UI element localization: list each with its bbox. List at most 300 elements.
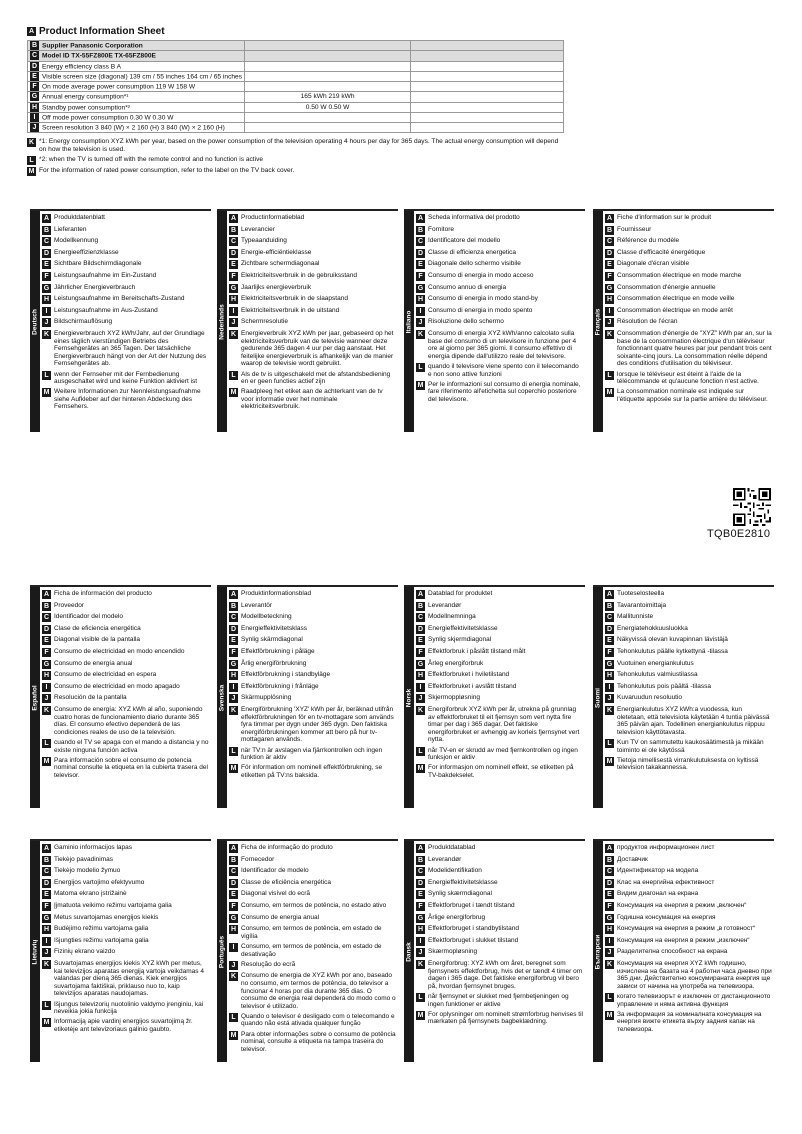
panel-row-text: Modellbeteckning [241, 613, 292, 621]
spec-value: 0.50 W 0.50 W [245, 102, 411, 112]
panel-row [229, 613, 396, 622]
panel-row [42, 902, 209, 911]
row-letter-badge: B [606, 226, 613, 234]
panel-row-text: Consumo, em termos de potência, em estado de vigília [241, 925, 382, 940]
row-letter-badge: E [42, 636, 51, 645]
row-letter-badge: A [606, 215, 613, 222]
panel-row [42, 960, 209, 998]
panel-row [42, 937, 209, 946]
panel-row-text: Weitere Informationen zur Nennleistungsaufnahme siehe Aufkleber auf der hinteren Abdeckung des Fernsehers. [54, 388, 201, 411]
spec-value [245, 51, 411, 61]
panel-row-text: Effektforbruk i påslått tilstand målt [428, 647, 526, 655]
panel-row-text: når TV-en er skrudd av med fjernkontrollen og ingen funksjon er aktiv [428, 746, 578, 762]
title-letter-badge: A [28, 28, 35, 35]
panel-row [416, 648, 583, 657]
panel-row [605, 318, 772, 327]
panel-row [605, 706, 772, 736]
spec-row [28, 51, 564, 61]
footnote [27, 156, 567, 165]
panel-row-text: Metus suvartojamas energijos kiekis [54, 913, 159, 921]
panel-row [605, 249, 772, 258]
panel-row [605, 226, 772, 235]
panel-row [416, 925, 583, 934]
row-letter-badge: E [605, 260, 614, 269]
row-letter-badge: J [42, 948, 51, 957]
panel-row [416, 249, 583, 258]
panel-row-text: Elektriciteitsverbruik in de gebruiksstand [241, 271, 357, 279]
spec-row [28, 61, 564, 71]
row-letter-badge: M [606, 757, 613, 765]
panel-row-text: Fornitore [428, 225, 455, 233]
panel-row [416, 284, 583, 293]
panel-row-text: Consumo de electricidad en espera [54, 671, 157, 679]
panel-rows [42, 590, 209, 782]
row-letter-badge: D [417, 879, 424, 887]
panel-row-text: Tietoja nimellisestä virrankulutuksesta on kyltissä television takakannessa. [617, 756, 759, 772]
row-letter-badge: G [606, 660, 613, 668]
panel-row-text: Synlig skjermdiagonal [428, 636, 492, 644]
row-letter-badge: A [606, 591, 613, 598]
row-letter-badge: E [229, 636, 238, 645]
footnote-letter-badge: L [27, 156, 36, 165]
spec-value-secondary [411, 102, 564, 112]
panel-rows [416, 214, 583, 406]
panel-row-text: продуктов информационен лист [617, 844, 715, 851]
panel-row-text: Consommation d'énergie de "XYZ" kWh par an, sur la base de la consommation électrique d'un téléviseur fonctionnant quatre heures par jour pendant trois cent soixante-cinq jours. La consommation réelle dépend des conditions d'utilisation du téléviseur. [617, 329, 772, 368]
panel-row-text: Fornecedor [241, 855, 275, 863]
panel-row [42, 272, 209, 281]
panel-row-text: Effektforbruket i avslått tilstand [428, 682, 517, 690]
panel-row-text: Productinformatieblad [241, 214, 305, 221]
row-letter-badge: J [42, 694, 51, 703]
panel-row-text: Mallitunniste [617, 613, 654, 621]
panel-row-text: Raadpleeg het etiket aan de achterkant van de tv voor informatie over het nominale elektriciteitsverbruik. [241, 388, 383, 411]
row-letter-badge: E [42, 260, 51, 269]
panel-row [42, 371, 209, 386]
sheet-title-row [27, 26, 567, 37]
footnote [27, 138, 567, 154]
panel-row [42, 249, 209, 258]
panel-row-text: Консумация на енергия XYZ kWh годишно, изчислена на базата на 4 работни часа дневно при 365 дни. Действително консумираната енергия ще зависи от начина на употреба на телевизора. [617, 959, 772, 990]
panel-row [416, 671, 583, 680]
language-panel [30, 839, 211, 1062]
panel-row [229, 371, 396, 386]
row-letter-badge: F [605, 272, 614, 281]
panel-row [229, 856, 396, 865]
panel-row-text: Leverandør [428, 855, 462, 863]
panel-row-text: Consumo de electricidad en modo encendido [54, 647, 185, 655]
row-letter-badge: B [43, 226, 50, 234]
panel-row [416, 914, 583, 923]
panel-row [229, 295, 396, 304]
language-name: Deutsch [31, 308, 39, 335]
panel-row [229, 844, 396, 853]
row-letter-badge: M [230, 1031, 237, 1039]
panel-row-text: wenn der Fernseher mit der Fernbedienung ausgeschaltet wird und keine Funktion aktiviert ist [54, 370, 198, 386]
row-letter-badge: G [417, 660, 424, 668]
panel-row-text: Energiforbrug: XYZ kWh om året, beregnet som fjernsynets effektforbrug, hvis det er tændt 4 timer om dagen i 365 dage. Det faktiske energiforbrug vil bero på, hvordan fjernsynet bruges. [428, 959, 583, 990]
panel-row [416, 856, 583, 865]
row-letter-badge: D [230, 249, 237, 257]
row-letter-badge: H [43, 296, 50, 304]
row-letter-badge: M [606, 389, 613, 397]
language-panel [593, 839, 774, 1062]
panel-row [42, 388, 209, 411]
language-panel [593, 585, 774, 808]
panel-row-text: Produktdatenblatt [54, 214, 105, 221]
row-letter-badge: G [43, 660, 50, 668]
panel-row-text: Leverantör [241, 601, 273, 609]
row-letter-badge: F [30, 82, 39, 91]
panel-row-text: Per le informazioni sul consumo di energia nominale, fare riferimento all'etichetta sul coperchio posteriore del televisore. [428, 380, 581, 403]
panel-row-text: Lieferanten [54, 225, 87, 233]
panel-row-text: Fiche d'information sur le produit [617, 214, 712, 221]
panel-row [605, 925, 772, 934]
language-name: Español [31, 684, 39, 711]
row-letter-badge: C [230, 238, 237, 246]
panel-row [416, 890, 583, 899]
row-letter-badge: L [229, 1013, 238, 1022]
row-letter-badge: D [31, 62, 38, 70]
panel-row-text: Tavarantoimittaja [617, 601, 667, 609]
panel-row [416, 747, 583, 762]
row-letter-badge: G [417, 284, 424, 292]
panel-row-text: Energiforbruk XYZ kWh per år, utrekna på grunnlag av effektforbruket til eit fjernsyn som vert nytta fire timar per dag i 365 dagar. Det faktiske energiforbruket er avhengig av korleis fjernsynet vert nytta. [428, 705, 580, 744]
language-panel [404, 209, 585, 432]
panel-row [229, 284, 396, 293]
spec-value: 165 kWh 219 kWh [245, 92, 411, 102]
panel-row-text: Leverancier [241, 225, 275, 233]
panel-row [229, 879, 396, 888]
panel-row-text: Diagonale d'écran visible [617, 260, 690, 268]
footnote-text: For the information of rated power consumption, refer to the label on the TV back cover. [39, 167, 295, 175]
row-letter-badge: M [230, 765, 237, 773]
panel-row-text: Tiekėjo pavadinimas [54, 855, 114, 863]
row-letter-badge: K [417, 706, 424, 714]
panel-row [605, 960, 772, 990]
panel-row-text: Identificatore del modello [428, 237, 501, 245]
panel-row-text: Produktdatablad [428, 844, 476, 851]
panel-row [42, 890, 209, 899]
footnote-text: *1: Energy consumption XYZ kWh per year, based on the power consumption of the television operating 4 hours per day for 365 days. The actual energy consumption will depend on how the television is used. [39, 138, 559, 154]
panel-row [42, 694, 209, 703]
panel-row-text: Effektforbruket i hviletilstand [428, 671, 510, 679]
language-panel [404, 839, 585, 1062]
row-letter-badge: A [606, 845, 613, 852]
panel-row [229, 706, 396, 744]
panel-row [42, 739, 209, 754]
panel-row [416, 295, 583, 304]
spec-label: Supplier Panasonic Corporation [42, 42, 143, 50]
language-tab [30, 841, 40, 1062]
panel-row-text: når fjernsynet er slukket med fjernbetjeningen og ingen funktioner er aktive [428, 992, 569, 1008]
row-letter-badge: J [42, 318, 51, 327]
panel-row-text: Modellkennung [54, 237, 99, 245]
row-letter-badge: C [43, 614, 50, 622]
row-letter-badge: L [42, 1001, 51, 1010]
panel-row [229, 890, 396, 899]
spec-table [27, 40, 564, 133]
spec-label: Screen resolution 3 840 (W) × 2 160 (H) 3 840 (W) × 2 160 (H) [42, 124, 225, 132]
spec-value-secondary [411, 123, 564, 133]
row-letter-badge: C [43, 238, 50, 246]
row-letter-badge: D [43, 879, 50, 887]
spec-label-cell [28, 102, 245, 112]
panel-row-text: Modelidentifikation [428, 867, 482, 875]
row-letter-badge: H [230, 926, 237, 934]
footnote-letter-badge: K [28, 139, 35, 147]
panel-row-text: Годишна консумация на енергия [617, 913, 716, 921]
row-letter-badge: L [42, 739, 51, 748]
footnote-letter-badge: M [28, 168, 35, 176]
row-letter-badge: I [605, 937, 614, 946]
row-letter-badge: F [42, 902, 51, 911]
panel-row-text: Įjmatuota veikimo režimu vartojama galia [54, 901, 172, 909]
panel-row-text: Консумация на енергия в режим „изключен“ [617, 936, 750, 944]
panel-row-text: Produktinformationsblad [241, 590, 312, 597]
row-letter-badge: K [606, 330, 613, 338]
panel-row [229, 330, 396, 368]
panel-row-text: lorsque le téléviseur est éteint à l'aide de la télécommande et qu'aucune fonction n'est active. [617, 370, 759, 386]
row-letter-badge: H [606, 926, 613, 934]
panel-row [42, 757, 209, 780]
panel-row [605, 757, 772, 772]
panel-row-text: Skærmopløsning [428, 948, 478, 956]
row-letter-badge: J [229, 694, 238, 703]
panel-row [605, 237, 772, 246]
row-letter-badge: F [229, 272, 238, 281]
row-letter-badge: E [229, 890, 238, 899]
row-letter-badge: B [43, 856, 50, 864]
sheet-title: Product Information Sheet [39, 26, 165, 37]
panel-row [42, 925, 209, 934]
panel-row-text: Årleg energiforbruk [428, 659, 484, 667]
panel-row [416, 214, 583, 223]
spec-value-secondary [411, 71, 564, 81]
panel-row [605, 671, 772, 680]
row-letter-badge: I [42, 683, 51, 692]
row-letter-badge: J [30, 123, 39, 132]
panel-row-text: Informaciją apie vardinį energijos suvartojimą žr. etiketėje ant televizoriaus galinio gaubto. [54, 1018, 193, 1033]
spec-row [28, 41, 564, 51]
row-letter-badge: E [416, 890, 425, 899]
panel-row [42, 636, 209, 645]
panel-row-text: Leverandør [428, 601, 462, 609]
panel-row [42, 867, 209, 876]
panel-row [42, 683, 209, 692]
panel-row-text: Разделителна способност на екрана [617, 948, 728, 956]
row-letter-badge: I [416, 683, 425, 692]
panel-row [605, 890, 772, 899]
footnote [27, 167, 567, 176]
panel-row-text: Consumo de electricidad en modo apagado [54, 682, 180, 690]
row-letter-badge: J [605, 318, 614, 327]
panel-row [605, 388, 772, 403]
panel-row-text: Leistungsaufnahme im Aus-Zustand [54, 306, 158, 314]
row-letter-badge: H [606, 296, 613, 304]
row-letter-badge: I [229, 683, 238, 692]
panel-row-text: Diagonale dello schermo visibile [428, 260, 521, 268]
row-letter-badge: G [230, 914, 237, 922]
language-name: Italiano [405, 310, 413, 333]
language-name: Norsk [405, 688, 413, 707]
panel-row-text: For oplysninger om nominelt strømforbrug henvises til mærkaten på fjernsynets bagbeklædning. [428, 1010, 583, 1026]
language-tab [217, 841, 227, 1062]
panel-row-text: Tehonkulutus valmiustilassa [617, 671, 698, 679]
language-name: Dansk [405, 941, 413, 962]
panel-row [605, 1011, 772, 1034]
panel-row-text: Identificador de modelo [241, 867, 309, 875]
panel-row [416, 993, 583, 1008]
panel-row [229, 602, 396, 611]
panel-row-text: Effektforbruget i slukket tilstand [428, 936, 519, 944]
row-letter-badge: B [43, 602, 50, 610]
row-letter-badge: J [229, 961, 238, 970]
panel-row-text: Видим диагонал на екрана [617, 890, 699, 898]
row-letter-badge: L [42, 371, 51, 380]
row-letter-badge: F [416, 648, 425, 657]
panel-row-text: Energiankulutus XYZ kWh:a vuodessa, kun oletetaan, että televisiota käytetään 4 tuntia päivässä 365 päivän ajan. Todellinen energiankulutus riippuu television käyttötavasta. [617, 705, 770, 736]
panel-row [229, 867, 396, 876]
panel-row [229, 671, 396, 680]
row-letter-badge: K [230, 330, 237, 338]
language-tab [404, 587, 414, 808]
panel-row-text: Suvartojamas energijos kiekis XYZ kWh per metus, kai televizijos aparatas energiją vartoja veikdamas 4 valandas per dieną 365 dienas. Kiek energijos suvartojama faktiškai, priklauso nuo to, kaip televizijos aparatas naudojamas. [54, 959, 204, 998]
panel-row [42, 1001, 209, 1016]
spec-label: Energy efficiency class B A [42, 62, 122, 70]
panel-row-text: Консумация на енергия в режим „в готовност“ [617, 925, 756, 933]
spec-value [245, 82, 411, 92]
panel-row-text: Fournisseur [617, 225, 652, 233]
spec-label-cell [28, 123, 245, 133]
row-letter-badge: C [606, 238, 613, 246]
spec-row [28, 112, 564, 122]
language-tab [30, 587, 40, 808]
spec-label-cell [28, 51, 245, 61]
row-letter-badge: L [605, 993, 614, 1002]
panel-row [42, 214, 209, 223]
row-letter-badge: L [605, 739, 614, 748]
row-letter-badge: C [606, 614, 613, 622]
panel-row-text: Identificador del modelo [54, 613, 124, 621]
row-letter-badge: A [230, 215, 237, 222]
row-letter-badge: C [43, 868, 50, 876]
panel-row-text: За информация за номиналната консумация на енергия вижте етикета върху задния капак на телевизора. [617, 1010, 762, 1033]
panel-row [229, 214, 396, 223]
row-letter-badge: K [43, 706, 50, 714]
row-letter-badge: L [416, 993, 425, 1002]
row-letter-badge: I [30, 113, 39, 122]
panel-row-text: Išjungus televizorių nuotolinio valdymo įrenginiu, kai neveikia jokia funkcija [54, 1000, 204, 1016]
row-letter-badge: I [605, 307, 614, 316]
panel-row-text: Effektforbruget i tændt tilstand [428, 901, 515, 909]
panel-row [416, 937, 583, 946]
row-letter-badge: M [43, 757, 50, 765]
panel-row [416, 613, 583, 622]
panel-row [416, 1011, 583, 1026]
panel-row-text: Näkyvissä olevan kuvapinnan lävistäjä [617, 636, 728, 644]
qr-code-graphic [733, 488, 771, 526]
panel-row-text: Leistungsaufnahme im Ein-Zustand [54, 271, 157, 279]
row-letter-badge: E [605, 636, 614, 645]
document-code: TQB0E2810 [707, 528, 771, 540]
panel-row-text: när TV:n är avslagen via fjärrkontrollen och ingen funktion är aktiv [241, 746, 383, 762]
panel-row-text: Effektforbruget i standbytilstand [428, 925, 519, 933]
panel-row-text: Išjungties režimu vartojama galia [54, 936, 149, 944]
panel-rows [42, 214, 209, 414]
panel-row-text: Клас на енергийна ефективност [617, 878, 715, 886]
panel-row-text: Resolución de la pantalla [54, 694, 127, 702]
row-letter-badge: B [31, 42, 38, 49]
panel-row [416, 307, 583, 316]
row-letter-badge: A [417, 215, 424, 222]
spec-row [28, 102, 564, 112]
language-panel [217, 209, 398, 432]
panel-row-text: Proveedor [54, 601, 84, 609]
spec-value-secondary [411, 82, 564, 92]
row-letter-badge: G [606, 284, 613, 292]
panel-row [416, 602, 583, 611]
panel-row [42, 879, 209, 888]
panel-row-text: Datablad for produktet [428, 590, 493, 597]
panel-row [605, 272, 772, 281]
language-name: Français [594, 308, 602, 335]
row-letter-badge: D [43, 249, 50, 257]
panel-row [416, 960, 583, 990]
row-letter-badge: I [229, 943, 238, 952]
panel-row-text: Résolution de l'écran [617, 318, 678, 326]
row-letter-badge: H [31, 103, 38, 111]
panel-row [605, 625, 772, 634]
panel-row-text: Consommation d'énergie annuelle [617, 283, 716, 291]
panel-row-text: Consumo, em termos de potência, em estado de desativação [241, 942, 382, 958]
row-letter-badge: F [42, 272, 51, 281]
panel-row [416, 625, 583, 634]
row-letter-badge: H [417, 296, 424, 304]
row-letter-badge: B [417, 226, 424, 234]
language-tab [217, 587, 227, 808]
spec-row [28, 123, 564, 133]
row-letter-badge: K [606, 706, 613, 714]
row-letter-badge: H [43, 926, 50, 934]
panel-row [416, 867, 583, 876]
row-letter-badge: M [417, 765, 424, 773]
row-letter-badge: F [42, 648, 51, 657]
panel-row-text: Consommation électrique en mode arrêt [617, 306, 733, 314]
panel-row [605, 914, 772, 923]
row-letter-badge: D [606, 249, 613, 257]
panel-row-text: Tehonkulutus pois päältä -tilassa [617, 682, 711, 690]
panel-row-text: Typeaanduiding [241, 237, 287, 245]
row-letter-badge: M [606, 1011, 613, 1019]
row-letter-badge: H [417, 926, 424, 934]
row-letter-badge: K [43, 960, 50, 968]
panel-row-text: Skjermoppløsning [428, 694, 481, 702]
panel-row-text: Matoma ekrano įstrižainė [54, 890, 127, 898]
language-tab [404, 211, 414, 432]
row-letter-badge: I [416, 937, 425, 946]
panel-row [229, 683, 396, 692]
panel-row-text: Energieverbrauch XYZ kWh/Jahr, auf der Grundlage eines täglich vierstündigen Betriebs des Fernsehgerätes an 365 Tagen. Der tatsächliche Energieverbrauch hängt von der Art der Nutzung des Fernsehgerätes ab. [54, 329, 207, 368]
language-tab [404, 841, 414, 1062]
panel-row-text: Доставчик [617, 855, 648, 863]
product-information-sheet [27, 26, 567, 176]
row-letter-badge: C [417, 614, 424, 622]
spec-row [28, 82, 564, 92]
panel-row-text: Årlige energiforbrug [428, 913, 486, 921]
row-letter-badge: C [417, 238, 424, 246]
panel-row [605, 902, 772, 911]
